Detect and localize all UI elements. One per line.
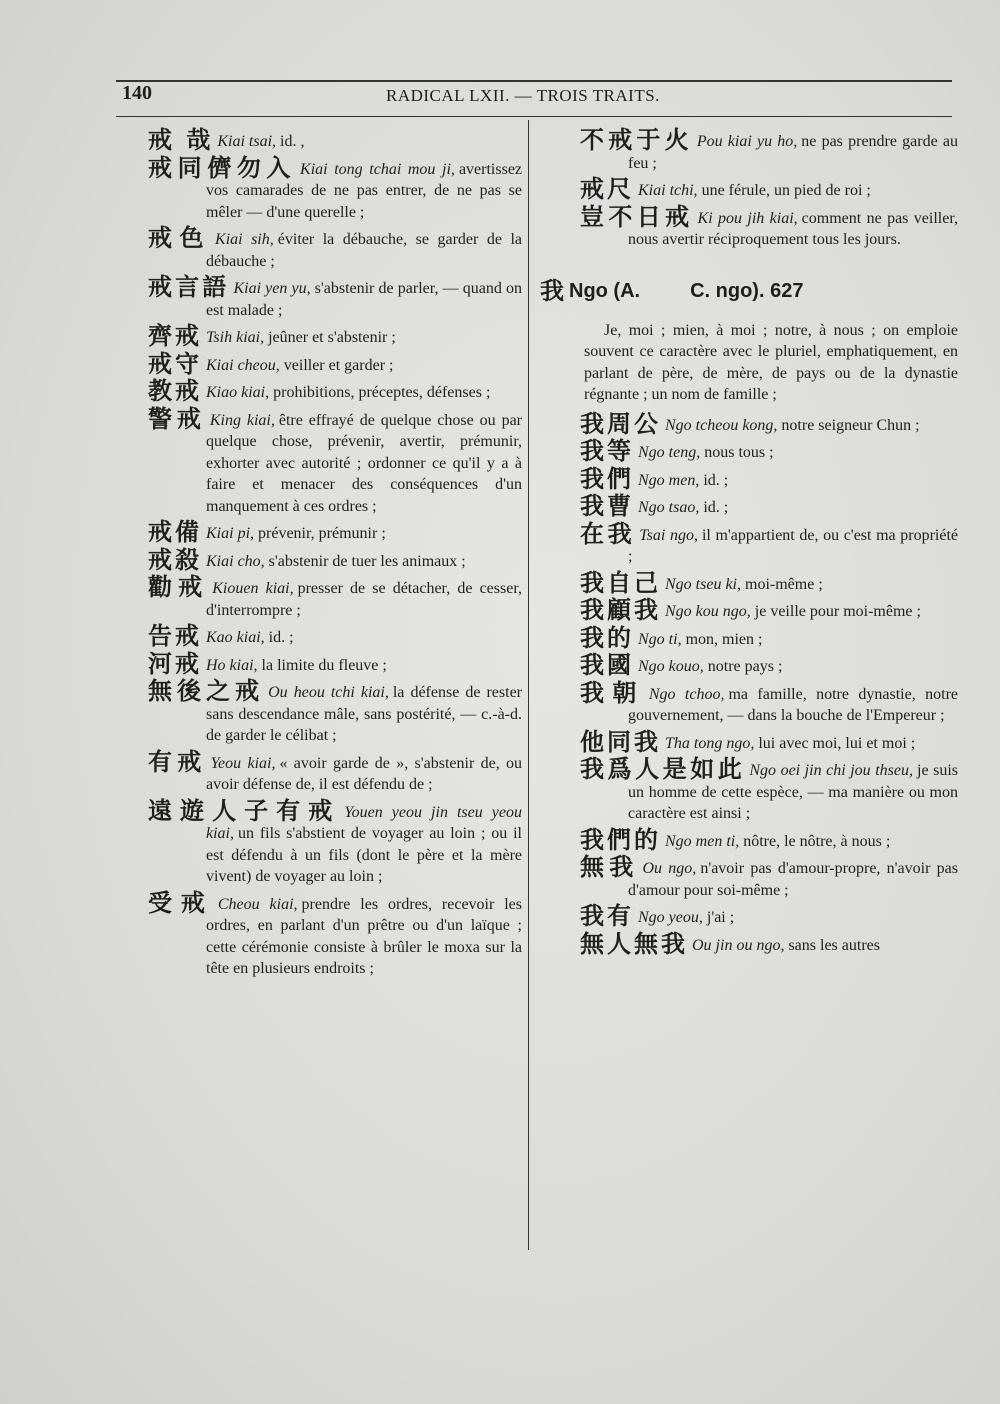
entry-hanzi: 戒言語 — [148, 273, 230, 301]
head-definition: Je, moi ; mien, à moi ; notre, à nous ; on emploie souvent ce caractère avec le pluriel, emphatiquement, en parlant de père, de mère, de pays ou de la dynastie régnante ; un nom de famille ; — [584, 321, 958, 403]
entry-romanization: King kiai, — [209, 411, 275, 429]
entry-gloss: être effrayé de quelque chose ou par quelque chose, prévenir, avertir, prémunir, exhorter avec autorité ; ordonner ce qu'il y a à faire et menacer des conséquences d'un manquement à ces ordres ; — [206, 411, 522, 515]
entry-hanzi: 告戒 — [148, 622, 202, 650]
entry-hanzi: 遠遊人子有戒 — [148, 796, 341, 825]
entry-gloss: éviter la débauche, se garder de la débauche ; — [206, 231, 523, 270]
entry-hanzi: 警戒 — [148, 404, 206, 433]
entry-romanization: Kiai yen yu, — [233, 280, 311, 297]
dictionary-entry — [148, 796, 522, 888]
entry-romanization: Tha tong ngo, — [665, 734, 755, 752]
dictionary-entry — [580, 678, 958, 727]
head-title-2: C. ngo). 627 — [690, 279, 804, 302]
dictionary-entry — [148, 888, 523, 980]
dictionary-entry — [148, 747, 523, 796]
entry-hanzi: 河戒 — [148, 649, 202, 678]
entry-romanization: Kiai pi, — [206, 525, 255, 542]
entry-hanzi: 戒備 — [148, 518, 202, 546]
entry-gloss: mon, mien ; — [685, 630, 763, 648]
entry-romanization: Pou kiai yu ho, — [696, 133, 798, 150]
entry-gloss: je veille pour moi-même ; — [754, 603, 921, 620]
dictionary-entry — [580, 853, 958, 901]
entry-romanization: Kiai cho, — [206, 552, 265, 570]
dictionary-entry — [148, 153, 523, 224]
left-column — [148, 126, 523, 985]
entry-gloss: n'avoir pas d'amour-propre, n'avoir pas d'amour pour soi-même ; — [628, 860, 958, 899]
dictionary-entry — [580, 409, 958, 438]
dictionary-entry — [580, 568, 958, 597]
entry-hanzi: 戒殺 — [148, 545, 202, 574]
dictionary-entry — [148, 322, 522, 350]
entry-gloss: une férule, un pied de roi ; — [701, 182, 871, 199]
entry-romanization: Ngo oei jin chi jou thseu, — [749, 762, 913, 779]
entry-gloss: id. ; — [703, 499, 729, 516]
entry-hanzi: 我顧我 — [580, 596, 661, 624]
entry-hanzi: 我周公 — [580, 409, 661, 438]
entry-gloss: la limite du fleuve ; — [261, 656, 387, 674]
head-entry — [540, 271, 958, 306]
entry-hanzi: 我們的 — [580, 825, 661, 854]
entry-gloss: j'ai ; — [706, 909, 735, 926]
entry-gloss: il m'appartient de, ou c'est ma propriété ; — [628, 526, 958, 565]
entry-romanization: Ngo teng, — [638, 444, 701, 461]
entry-gloss: s'abstenir de parler, — quand on est malade ; — [206, 280, 523, 319]
entry-gloss: un fils s'abstient de voyager au loin ; ou il est défendu à un fils (dont le père et la mère vivent) de voyager au loin ; — [206, 825, 522, 885]
dictionary-entry — [148, 377, 522, 405]
entry-hanzi: 我曹 — [580, 492, 634, 520]
entry-romanization: Ngo tsao, — [638, 499, 700, 516]
entry-hanzi: 戒同儕勿入 — [148, 153, 297, 182]
entry-romanization: Youen yeou jin tseu yeou kiai, — [206, 803, 522, 842]
entry-romanization: Ngo kouo, — [638, 658, 704, 675]
dictionary-entry — [148, 622, 522, 650]
entry-hanzi: 戒守 — [148, 349, 202, 378]
entry-hanzi: 我爲人是如此 — [580, 755, 746, 783]
entry-gloss: jeûner et s'abstenir ; — [268, 329, 396, 346]
entry-gloss: veiller et garder ; — [283, 356, 394, 374]
entry-gloss: prendre les ordres, recevoir les ordres, en parlant d'un prêtre ou d'un laïque ; cette cérémonie consiste à brûler le moxa sur la tête en plusieurs endroits ; — [206, 895, 523, 977]
entry-hanzi: 他同我 — [580, 727, 661, 756]
entry-gloss: id. ; — [703, 471, 729, 489]
entry-romanization: Kiai cheou, — [206, 356, 280, 374]
entry-gloss: la défense de rester sans descendance mâle, sans postérité, — c.-à-d. de garder le célibat ; — [206, 684, 522, 744]
entry-romanization: Cheou kiai, — [217, 895, 298, 913]
running-title: RADICAL LXII. — TROIS TRAITS. — [386, 86, 660, 105]
dictionary-entry — [148, 349, 522, 378]
entry-hanzi: 有戒 — [148, 747, 207, 776]
dictionary-entry — [580, 202, 959, 251]
entry-hanzi: 我等 — [580, 437, 634, 465]
entry-romanization: Yeou kiai, — [210, 754, 276, 772]
entry-gloss: avertissez vos camarades de ne pas entrer, de ne pas se mêler — d'une querelle ; — [206, 160, 523, 221]
entry-hanzi: 豈不日戒 — [580, 202, 694, 231]
header-rule — [116, 116, 952, 117]
entry-gloss: ne pas prendre garde au feu ; — [628, 133, 959, 172]
entry-hanzi: 戒 哉 — [148, 126, 214, 154]
entry-romanization: Ou heou tchi kiai, — [268, 684, 389, 701]
head-character: 我 — [540, 276, 567, 305]
column-separator — [528, 120, 529, 1250]
entry-romanization: Tsai ngo, — [639, 526, 698, 544]
entry-hanzi: 在我 — [580, 519, 636, 548]
dictionary-entry — [580, 464, 958, 493]
entry-gloss: id. ; — [268, 629, 294, 646]
page-number: 140 — [122, 82, 152, 104]
entry-hanzi: 我們 — [580, 464, 634, 493]
entry-romanization: Ho kiai, — [206, 656, 258, 674]
dictionary-entry — [148, 573, 523, 621]
dictionary-entry — [148, 649, 522, 678]
entry-romanization: Kao kiai, — [206, 629, 265, 646]
page-header — [118, 78, 950, 112]
entry-gloss: s'abstenir de tuer les animaux ; — [268, 552, 466, 570]
entry-hanzi: 無後之戒 — [148, 677, 265, 705]
entry-hanzi: 我的 — [580, 623, 634, 652]
entry-hanzi: 戒色 — [148, 224, 212, 252]
dictionary-entry — [580, 126, 959, 174]
dictionary-entry — [580, 902, 958, 930]
dictionary-entry — [580, 623, 958, 652]
entry-romanization: Ngo men ti, — [665, 832, 740, 850]
dictionary-entry — [580, 727, 958, 756]
dictionary-entry — [580, 825, 958, 854]
entry-hanzi: 我自己 — [580, 568, 661, 597]
entry-romanization: Kiai tong tchai mou ji, — [300, 160, 455, 178]
entry-gloss: notre seigneur Chun ; — [781, 416, 920, 434]
entry-romanization: Ngo yeou, — [638, 909, 703, 926]
entry-romanization: Ou jin ou ngo, — [692, 936, 785, 954]
dictionary-entry — [148, 518, 522, 546]
entry-romanization: Ngo tcheou kong, — [665, 416, 778, 434]
entry-hanzi: 我國 — [580, 651, 634, 679]
entry-gloss: moi-même ; — [745, 575, 823, 593]
entry-hanzi: 戒尺 — [580, 175, 634, 203]
entry-romanization: Tsih kiai, — [206, 329, 265, 346]
dictionary-entry — [580, 175, 958, 203]
entry-romanization: Kiai tchi, — [638, 182, 698, 199]
entry-gloss: « avoir garde de », s'abstenir de, ou avoir défense de, il est défendu de ; — [206, 754, 523, 793]
entry-gloss: prohibitions, préceptes, défenses ; — [273, 384, 491, 401]
dictionary-entry — [580, 437, 958, 465]
entry-gloss: lui avec moi, lui et moi ; — [758, 734, 916, 752]
entry-romanization: Ngo men, — [638, 471, 700, 489]
dictionary-entry — [580, 519, 958, 568]
dictionary-entry — [580, 929, 958, 958]
entry-romanization: Kiao kiai, — [206, 384, 270, 401]
entry-gloss: nôtre, le nôtre, à nous ; — [743, 832, 891, 850]
entry-romanization: Ngo kou ngo, — [665, 603, 751, 620]
right-column — [540, 126, 959, 961]
entry-hanzi: 無我 — [580, 853, 639, 881]
entry-hanzi: 齊戒 — [148, 322, 202, 350]
entry-hanzi: 教戒 — [148, 377, 202, 405]
head-title: Ngo (A. — [569, 279, 641, 302]
dictionary-entry — [148, 126, 522, 154]
dictionary-entry — [148, 404, 522, 518]
entry-romanization: Ou ngo, — [642, 860, 697, 877]
entry-hanzi: 受戒 — [148, 888, 214, 917]
entry-gloss: presser de se détacher, de cesser, d'interrompre ; — [206, 580, 523, 619]
entry-hanzi: 勸戒 — [148, 573, 209, 601]
dictionary-entry — [148, 545, 522, 574]
entry-gloss: comment ne pas veiller, nous avertir réciproquement tous les jours. — [628, 209, 959, 248]
entry-romanization: Ngo ti, — [638, 630, 682, 648]
entry-romanization: Kiai tsai, — [217, 133, 277, 150]
entry-gloss: sans les autres — [788, 936, 880, 954]
entry-hanzi: 我朝 — [580, 678, 645, 707]
entry-gloss: je suis un homme de cette espèce, — ma manière ou mon caractère est ainsi ; — [628, 762, 959, 822]
entry-romanization: Kiouen kiai, — [212, 580, 294, 597]
dictionary-entry — [148, 224, 523, 272]
dictionary-entry — [580, 651, 958, 679]
entry-gloss: id. , — [280, 133, 305, 150]
entry-romanization: Ki pou jih kiai, — [697, 209, 798, 227]
entry-gloss: notre pays ; — [707, 658, 783, 675]
entry-romanization: Kiai sih, — [215, 231, 274, 248]
entry-gloss: nous tous ; — [704, 444, 774, 461]
dictionary-entry — [580, 596, 958, 624]
entry-hanzi: 我有 — [580, 902, 634, 930]
dictionary-entry — [148, 677, 522, 747]
dictionary-entry — [148, 273, 523, 321]
entry-gloss: prévenir, prémunir ; — [258, 525, 386, 542]
entry-hanzi: 不戒于火 — [580, 126, 693, 154]
dictionary-entry — [580, 492, 958, 520]
entry-romanization: Ngo tseu ki, — [665, 575, 741, 593]
dictionary-entry — [580, 755, 959, 825]
entry-gloss: ma famille, notre dynastie, notre gouvernement, — dans la bouche de l'Empereur ; — [628, 685, 958, 724]
entry-romanization: Ngo tchoo, — [648, 685, 725, 703]
entry-hanzi: 無人無我 — [580, 929, 688, 958]
